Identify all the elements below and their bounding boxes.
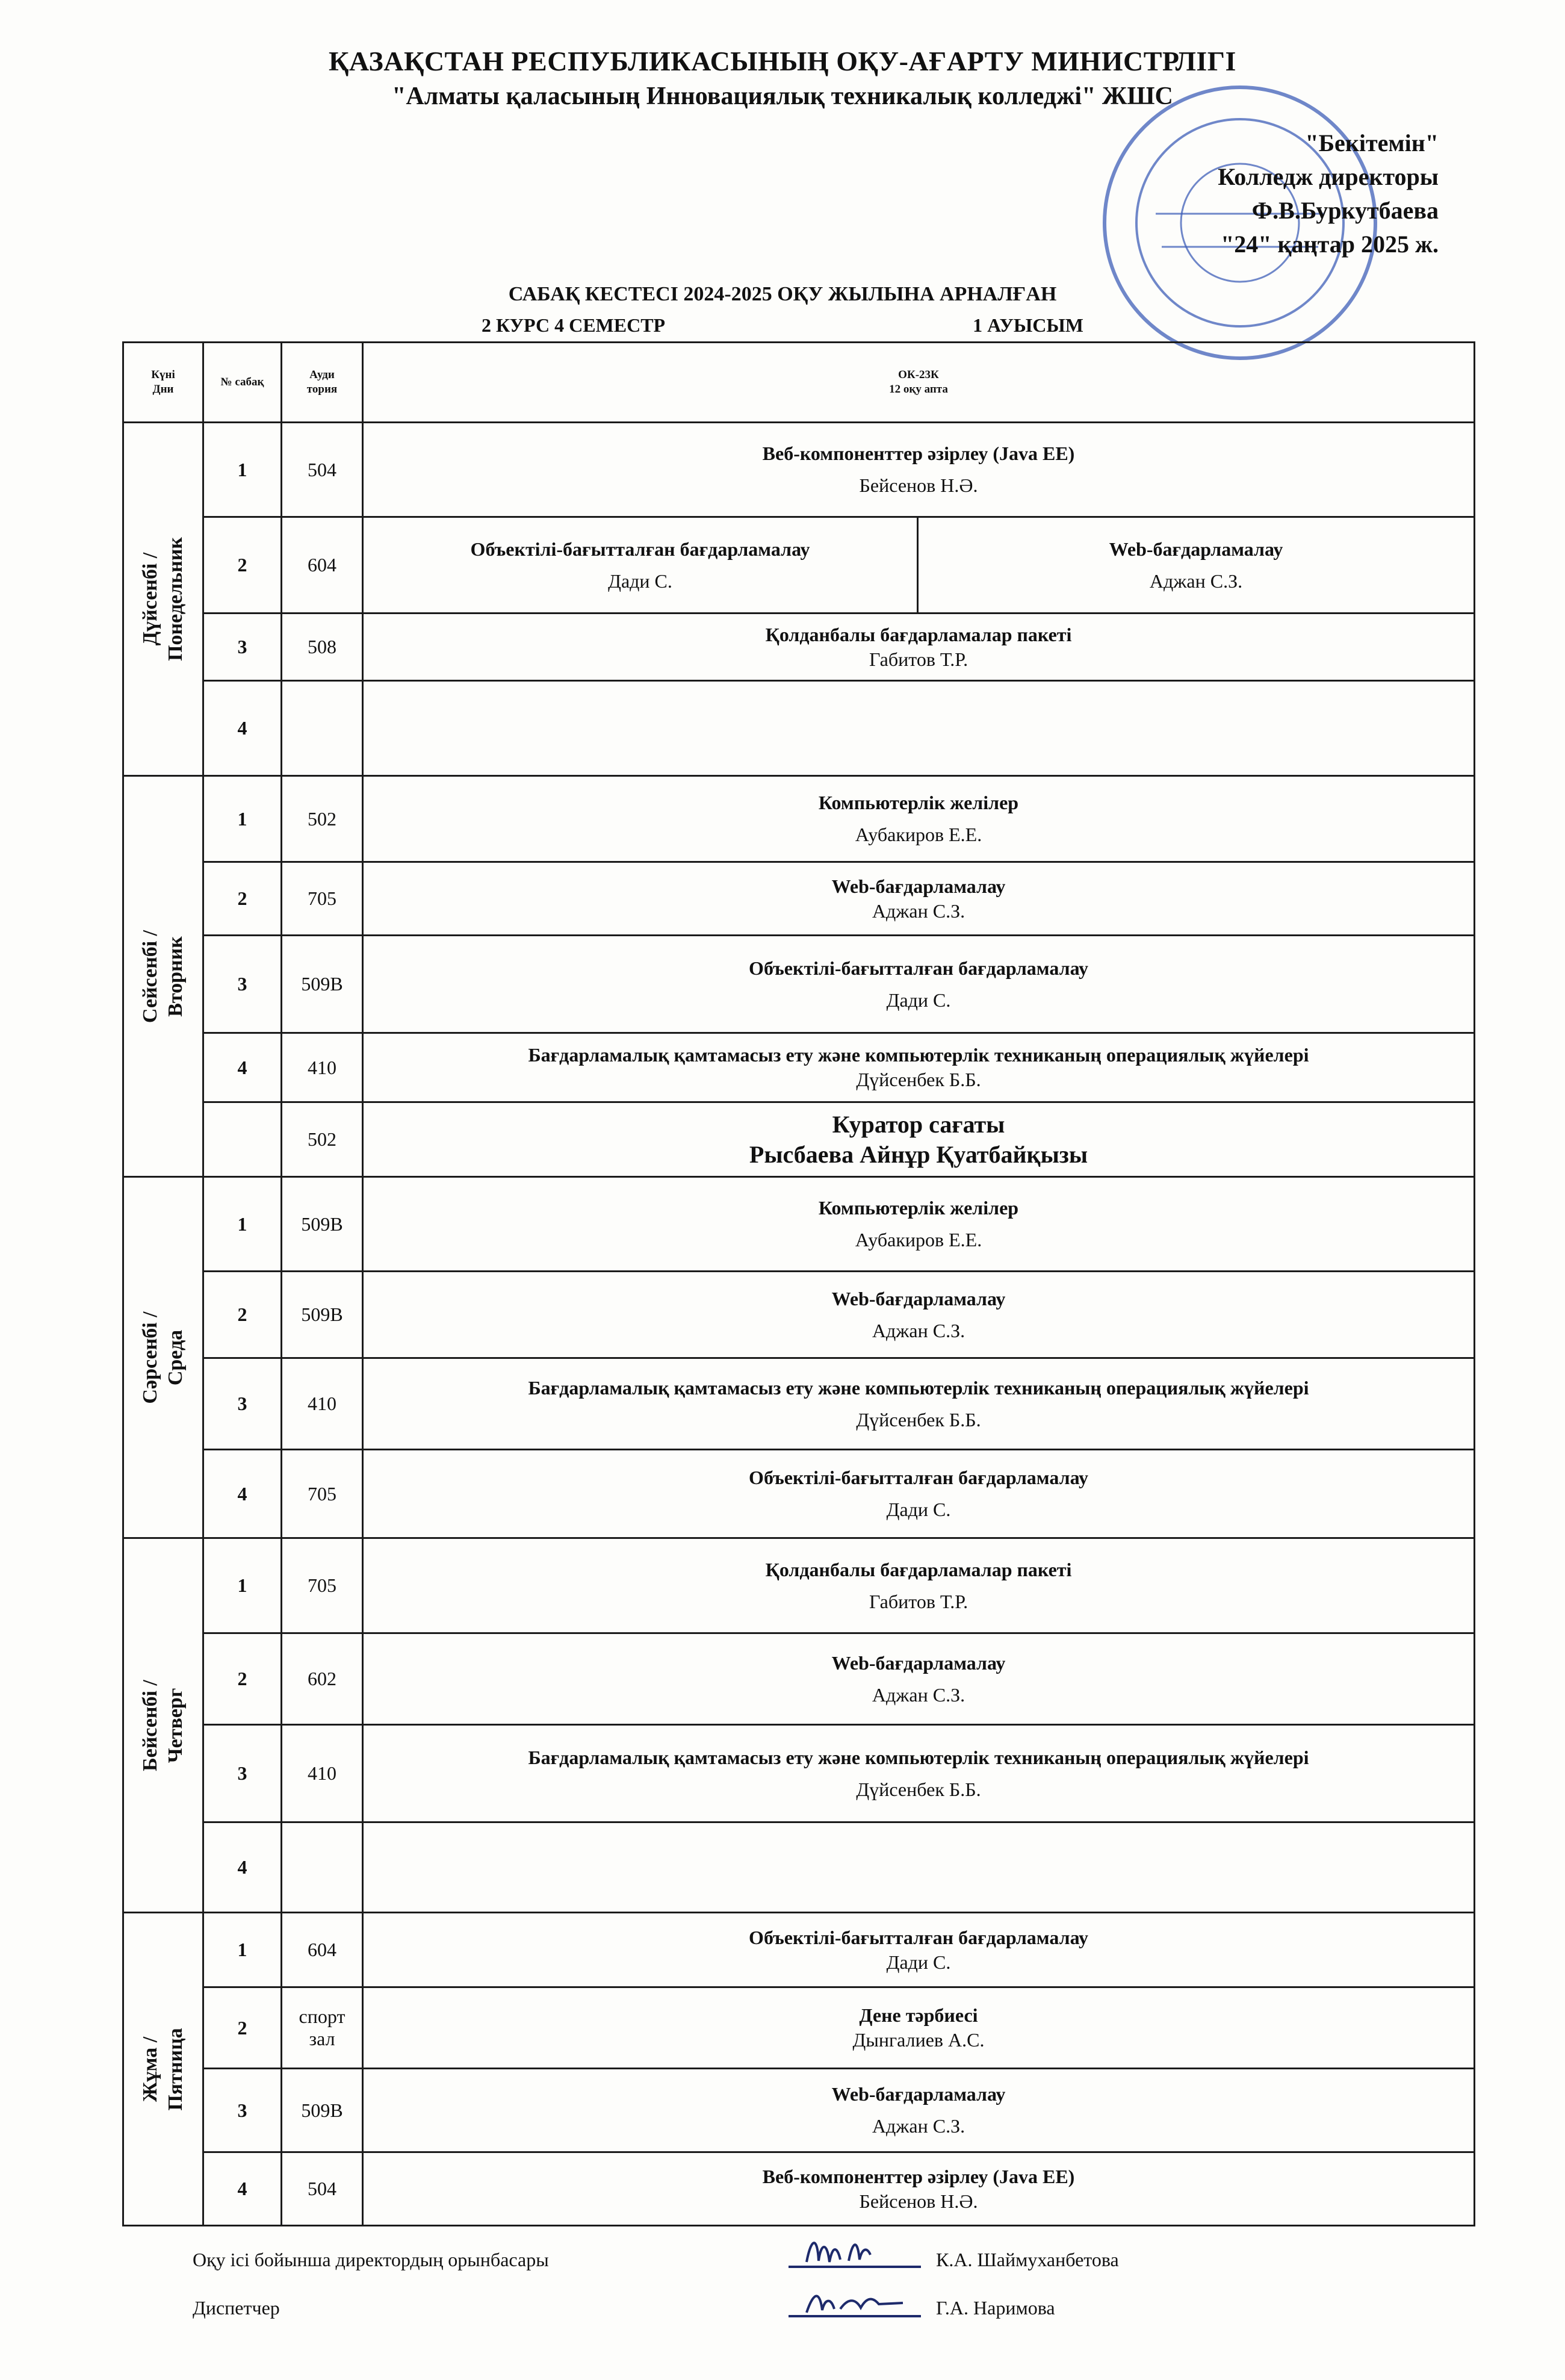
table-row: [123, 1725, 1475, 1822]
deputy-signature-icon: [782, 2225, 927, 2279]
lesson-cell: [363, 1987, 1475, 2069]
day-tuesday: Сейсенбі / Вторник: [123, 776, 203, 1177]
subject-name: Web-бағдарламалау: [831, 875, 1006, 897]
lesson-number: 4: [203, 1822, 282, 1913]
subject-name: Компьютерлік желілер: [818, 792, 1019, 813]
room-column-header: Ауди тория: [282, 343, 363, 423]
teacher-name: Дади С.: [886, 989, 951, 1011]
room-number: 705: [282, 1538, 363, 1633]
subject-name: Бағдарламалық қамтамасыз ету және компьютерлік техниканың операциялық жүйелері: [528, 1044, 1309, 1066]
lesson-number: 3: [203, 2069, 282, 2152]
teacher-name: Бейсенов Н.Ә.: [859, 2190, 978, 2212]
room-number: 504: [282, 423, 363, 517]
room-number: 705: [282, 1450, 363, 1538]
lesson-number: 2: [203, 517, 282, 614]
teacher-name: Габитов Т.Р.: [869, 648, 968, 670]
teacher-name: Дүйсенбек Б.Б.: [856, 1408, 981, 1431]
signatures-block: [193, 2249, 1276, 2345]
teacher-name: Габитов Т.Р.: [869, 1590, 968, 1612]
table-row: [123, 1177, 1475, 1272]
subject-name: Қолданбалы бағдарламалар пакеті: [765, 1558, 1072, 1580]
subject-name: Бағдарламалық қамтамасыз ету және компьютерлік техниканың операциялық жүйелері: [528, 1746, 1309, 1768]
room-number: 504: [282, 2152, 363, 2226]
table-row: [123, 1033, 1475, 1102]
deputy-role: Оқу ісі бойынша директордың орынбасары: [193, 2249, 549, 2270]
table-header-row: [123, 343, 1475, 423]
lesson-cell: [363, 2069, 1475, 2152]
approval-director-name: Ф.В.Буркутбаева: [1251, 197, 1439, 224]
teacher-name: Дади С.: [608, 570, 672, 592]
table-row: [123, 2069, 1475, 2152]
teacher-name: Аубакиров Е.Е.: [855, 824, 982, 845]
lesson-number: 4: [203, 1033, 282, 1102]
day-thursday: Бейсенбі / Четверг: [123, 1538, 203, 1913]
schedule-title: САБАҚ КЕСТЕСІ 2024-2025 ОҚУ ЖЫЛЫНА АРНАЛҒАН: [508, 283, 1057, 305]
table-row: [123, 1272, 1475, 1358]
room-number: 508: [282, 614, 363, 681]
room-number: [282, 1822, 363, 1913]
subject-name: Web-бағдарламалау: [831, 1287, 1006, 1310]
lesson-number: 2: [203, 1987, 282, 2069]
lesson-cell-subgroup-1: [363, 517, 918, 614]
day-monday: Дүйсенбі / Понедельник: [123, 423, 203, 776]
lesson-number: 1: [203, 1538, 282, 1633]
schedule-table: [122, 341, 1475, 2226]
subject-name: Веб-компоненттер әзірлеу (Java EE): [762, 2165, 1075, 2187]
lesson-cell: [363, 423, 1475, 517]
teacher-name: Аджан С.З.: [872, 2115, 965, 2137]
lesson-cell: [363, 2152, 1475, 2226]
room-number: спорт зал: [282, 1987, 363, 2069]
lesson-number: 4: [203, 681, 282, 776]
lesson-cell-subgroup-2: [918, 517, 1475, 614]
teacher-name: Дынгалиев А.С.: [852, 2029, 985, 2051]
subject-name: Web-бағдарламалау: [831, 1651, 1006, 1674]
table-row: [123, 1633, 1475, 1725]
teacher-name: Бейсенов Н.Ә.: [859, 474, 978, 496]
approval-heading: "Бекітемін": [1305, 129, 1439, 157]
teacher-name: Дүйсенбек Б.Б.: [856, 1778, 981, 1800]
teacher-name: Аджан С.З.: [872, 899, 965, 922]
table-row: [123, 423, 1475, 517]
dispatcher-role: Диспетчер: [193, 2297, 280, 2319]
table-row: [123, 517, 1475, 614]
lesson-number: 2: [203, 862, 282, 936]
room-number: 509В: [282, 1177, 363, 1272]
lesson-number: 3: [203, 1725, 282, 1822]
room-number: 410: [282, 1725, 363, 1822]
curator-name: Рысбаева Айнұр Қуатбайқызы: [749, 1140, 1088, 1168]
deputy-signature-row: [193, 2249, 1276, 2297]
teacher-name: Аубакиров Е.Е.: [855, 1229, 982, 1251]
lesson-cell: [363, 1633, 1475, 1725]
table-row: [123, 681, 1475, 776]
room-number: 502: [282, 776, 363, 862]
subject-name: Web-бағдарламалау: [1109, 538, 1283, 560]
table-row: [123, 1450, 1475, 1538]
approval-date: "24" қаңтар 2025 ж.: [1221, 231, 1439, 258]
table-row: [123, 614, 1475, 681]
subject-name: Объектілі-бағытталған бағдарламалау: [470, 538, 810, 560]
subject-name: Объектілі-бағытталған бағдарламалау: [749, 957, 1088, 979]
lesson-number: 1: [203, 1177, 282, 1272]
lesson-number: 4: [203, 1450, 282, 1538]
table-row: [123, 1102, 1475, 1177]
shift-label: 1 АУЫСЫМ: [973, 314, 1083, 336]
subject-name: Дене тәрбиесі: [859, 2004, 978, 2026]
lesson-cell: [363, 1913, 1475, 1987]
approval-position: Колледж директоры: [1218, 163, 1439, 190]
lesson-cell: [363, 614, 1475, 681]
teacher-name: Дүйсенбек Б.Б.: [856, 1069, 981, 1090]
subject-name: Бағдарламалық қамтамасыз ету және компьютерлік техниканың операциялық жүйелері: [528, 1376, 1309, 1399]
room-number: [282, 681, 363, 776]
course-semester: 2 КУРС 4 СЕМЕСТР: [482, 314, 666, 336]
group-code: ОК-23К: [898, 368, 939, 381]
dispatcher-signature-row: [193, 2297, 1276, 2345]
lesson-cell-empty: [363, 1822, 1475, 1913]
lesson-number: 4: [203, 2152, 282, 2226]
study-week: 12 оқу апта: [889, 383, 948, 396]
lesson-cell: [363, 1450, 1475, 1538]
dispatcher-signature-icon: [782, 2273, 927, 2327]
room-number: 509В: [282, 936, 363, 1033]
lesson-column-header: № сабақ: [203, 343, 282, 423]
table-row: [123, 1822, 1475, 1913]
ministry-title: ҚАЗАҚСТАН РЕСПУБЛИКАСЫНЫҢ ОҚУ-АҒАРТУ МИНИСТРЛІГІ: [329, 46, 1236, 76]
subject-name: Объектілі-бағытталған бағдарламалау: [749, 1926, 1088, 1948]
lesson-number: 2: [203, 1633, 282, 1725]
room-number: 410: [282, 1358, 363, 1450]
teacher-name: Аджан С.З.: [872, 1683, 965, 1706]
subject-name: Объектілі-бағытталған бағдарламалау: [749, 1467, 1088, 1488]
lesson-cell: [363, 1538, 1475, 1633]
day-column-header: Күні Дни: [123, 343, 203, 423]
lesson-cell: [363, 1725, 1475, 1822]
room-number: 604: [282, 1913, 363, 1987]
room-number: 604: [282, 517, 363, 614]
teacher-name: Дади С.: [886, 1499, 951, 1520]
college-name: "Алматы қаласының Инновациялық техникалық колледжі" ЖШС: [392, 82, 1173, 110]
lesson-number: 1: [203, 1913, 282, 1987]
approval-block: [1218, 126, 1439, 261]
table-row: [123, 936, 1475, 1033]
table-row: [123, 862, 1475, 936]
deputy-name: К.А. Шаймуханбетова: [936, 2249, 1119, 2270]
day-friday: Жұма / Пятница: [123, 1913, 203, 2226]
group-header: [363, 343, 1475, 423]
lesson-number: [203, 1102, 282, 1177]
lesson-number: 1: [203, 423, 282, 517]
table-row: [123, 776, 1475, 862]
dispatcher-name: Г.А. Наримова: [936, 2297, 1055, 2319]
lesson-number: 2: [203, 1272, 282, 1358]
lesson-number: 3: [203, 614, 282, 681]
teacher-name: Аджан С.З.: [1149, 570, 1243, 592]
lesson-number: 3: [203, 936, 282, 1033]
lesson-cell: [363, 1033, 1475, 1102]
curator-hour-cell: [363, 1102, 1475, 1177]
lesson-cell: [363, 862, 1475, 936]
table-row: [123, 1358, 1475, 1450]
schedule-subtitle: [482, 314, 1083, 337]
lesson-cell: [363, 1358, 1475, 1450]
table-row: [123, 1913, 1475, 1987]
table-row: [123, 1987, 1475, 2069]
lesson-cell: [363, 776, 1475, 862]
lesson-number: 1: [203, 776, 282, 862]
lesson-number: 3: [203, 1358, 282, 1450]
day-wednesday: Сәрсенбі / Среда: [123, 1177, 203, 1538]
room-number: 705: [282, 862, 363, 936]
room-number: 502: [282, 1102, 363, 1177]
lesson-cell: [363, 1272, 1475, 1358]
lesson-cell-empty: [363, 681, 1475, 776]
subject-name: Компьютерлік желілер: [818, 1197, 1019, 1219]
subject-name: Web-бағдарламалау: [831, 2083, 1006, 2105]
subject-name: Веб-компоненттер әзірлеу (Java EE): [762, 443, 1075, 464]
room-number: 602: [282, 1633, 363, 1725]
table-row: [123, 1538, 1475, 1633]
teacher-name: Аджан С.З.: [872, 1319, 965, 1341]
table-row: [123, 2152, 1475, 2226]
curator-hour-label: Куратор сағаты: [832, 1110, 1005, 1138]
room-number: 410: [282, 1033, 363, 1102]
lesson-cell: [363, 936, 1475, 1033]
lesson-cell: [363, 1177, 1475, 1272]
subject-name: Қолданбалы бағдарламалар пакеті: [765, 623, 1072, 645]
teacher-name: Дади С.: [886, 1951, 951, 1973]
room-number: 509В: [282, 2069, 363, 2152]
room-number: 509В: [282, 1272, 363, 1358]
